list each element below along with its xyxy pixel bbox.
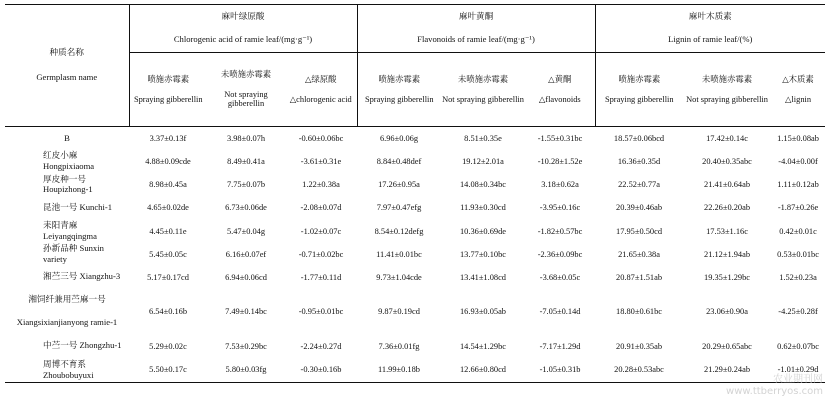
value-cell: 5.17±0.17cd: [147, 272, 189, 282]
value-cell: 5.80±0.03fg: [207, 359, 285, 383]
value-cell: 3.37±0.13f: [149, 133, 187, 143]
value-cell: 0.53±0.01bc: [777, 249, 819, 259]
value-cell: 19.12±2.01a: [462, 156, 504, 166]
germplasm-name-cell: B: [64, 132, 70, 143]
table-body: [5, 127, 825, 383]
germplasm-name-cell: 红皮小麻 Hongpixiaoma: [43, 151, 95, 172]
value-cell: -4.25±0.28f: [778, 307, 818, 317]
value-cell: 3.98±0.07h: [226, 133, 266, 143]
value-cell: -10.28±1.52e: [537, 156, 583, 166]
value-cell: 4.45±0.11e: [149, 226, 187, 236]
value-cell: -1.05±0.31b: [525, 359, 595, 383]
value-cell: -7.17±1.29d: [539, 342, 581, 352]
value-cell: 18.57±0.06bcd: [613, 133, 665, 143]
value-cell: 19.35±1.29bc: [704, 272, 751, 282]
value-cell: 0.42±0.01c: [779, 226, 817, 236]
table-header: [5, 5, 825, 127]
value-cell: -0.30±0.16b: [285, 359, 357, 383]
table-row: [5, 359, 825, 383]
value-cell: 1.22±0.38a: [302, 180, 340, 190]
value-cell: 16.93±0.05ab: [459, 307, 506, 317]
value-cell: 6.96±0.06g: [379, 133, 419, 143]
value-cell: 10.36±0.69de: [459, 226, 506, 236]
value-cell: -7.05±0.14d: [539, 307, 581, 317]
table-row: [5, 150, 825, 173]
germplasm-header: [5, 5, 129, 127]
value-cell: 13.41±1.08cd: [459, 272, 506, 282]
germplasm-name-cell: 厚皮种一号 Houpizhong-1: [43, 174, 93, 195]
value-cell: 6.54±0.16b: [148, 307, 188, 317]
value-cell: 20.29±0.65abc: [702, 342, 752, 352]
value-cell: 20.28±0.53abc: [595, 359, 683, 383]
subheader-cell: △木质素 △lignin: [771, 53, 825, 127]
germplasm-name-cell: 昆池一号 Kunchi-1: [43, 201, 113, 213]
results-table: [5, 4, 825, 383]
germplasm-name-cell: 周博不育系 Zhoubobuyuxi: [5, 359, 129, 383]
subheader-cell: 未喷施赤霉素 Not spraying gibberellin: [441, 53, 525, 127]
group-header-chlorogenic: 麻叶绿原酸 Chlorogenic acid of ramie leaf/(mg·g⁻¹): [129, 5, 357, 53]
value-cell: 17.53±1.16c: [706, 226, 748, 236]
value-cell: 5.45±0.05c: [149, 249, 187, 259]
watermark: 农业期刊网 www.ttberryos.com: [726, 374, 823, 397]
value-cell: 14.54±1.29bc: [459, 342, 506, 352]
value-cell: 5.29±0.02c: [149, 342, 187, 352]
subheader-cell: 未喷施赤霉素 Not spraying gibberellin: [207, 53, 285, 127]
table-row: [5, 127, 825, 151]
value-cell: 8.51±0.35e: [464, 133, 502, 143]
value-cell: -2.08±0.07d: [300, 203, 342, 213]
value-cell: 22.52±0.77a: [618, 180, 660, 190]
value-cell: 8.54±0.12defg: [374, 226, 424, 236]
value-cell: 1.52±0.23a: [779, 272, 817, 282]
value-cell: 17.42±0.14c: [706, 133, 748, 143]
value-cell: -1.87±0.26e: [777, 203, 819, 213]
value-cell: 6.16±0.07ef: [225, 249, 267, 259]
value-cell: 7.53±0.29bc: [225, 342, 267, 352]
value-cell: -1.82±0.57bc: [537, 226, 583, 236]
value-cell: 23.06±0.90a: [706, 307, 748, 317]
value-cell: 20.40±0.35abc: [702, 156, 752, 166]
table-row: [5, 266, 825, 289]
value-cell: 5.47±0.04g: [226, 226, 266, 236]
germplasm-name-cell: 湘苎三号 Xiangzhu-3: [43, 271, 121, 283]
table-row: [5, 220, 825, 243]
subheader-cell: 喷施赤霉素 Spraying gibberellin: [357, 53, 441, 127]
value-cell: -2.36±0.09bc: [537, 249, 583, 259]
value-cell: 14.08±0.34bc: [459, 180, 506, 190]
value-cell: 0.62±0.07bc: [777, 342, 819, 352]
value-cell: -1.01±0.29d: [771, 359, 825, 383]
value-cell: 20.91±0.35ab: [616, 342, 663, 352]
value-cell: 7.75±0.07b: [226, 180, 266, 190]
value-cell: 16.36±0.35d: [617, 156, 661, 166]
subheader-cell: 未喷施赤霉素 Not spraying gibberellin: [683, 53, 771, 127]
value-cell: 6.94±0.06cd: [225, 272, 267, 282]
value-cell: 12.66±0.80cd: [441, 359, 525, 383]
value-cell: 11.99±0.18b: [357, 359, 441, 383]
subheader-cell: 喷施赤霉素 Spraying gibberellin: [129, 53, 207, 127]
value-cell: 8.49±0.41a: [227, 156, 265, 166]
value-cell: 8.98±0.45a: [149, 180, 187, 190]
value-cell: -1.77±0.11d: [300, 272, 342, 282]
germplasm-name-cell: 耒阳青麻 Leiyangqingma: [43, 220, 97, 241]
subheader-cell: △绿原酸 △chlorogenic acid: [285, 53, 357, 127]
value-cell: 9.73±1.04cde: [376, 272, 422, 282]
value-cell: 17.95±0.50cd: [616, 226, 663, 236]
value-cell: 13.77±0.10bc: [459, 249, 506, 259]
value-cell: 17.26±0.95a: [378, 180, 420, 190]
value-cell: 8.84±0.48def: [376, 156, 422, 166]
value-cell: 18.80±0.61bc: [616, 307, 663, 317]
table-row: [5, 335, 825, 358]
value-cell: 9.87±0.19cd: [378, 307, 420, 317]
group-header-lignin: 麻叶木质素 Lignin of ramie leaf/(%): [595, 5, 825, 53]
table-row: [5, 173, 825, 196]
subheader-cell: △黄酮 △flavonoids: [525, 53, 595, 127]
table-row: [5, 197, 825, 220]
value-cell: -4.04±0.00f: [778, 156, 818, 166]
value-cell: 4.88±0.09cde: [145, 156, 191, 166]
value-cell: 11.41±0.01bc: [376, 249, 422, 259]
table-row: [5, 243, 825, 266]
value-cell: 7.49±0.14bc: [225, 307, 267, 317]
value-cell: 22.26±0.20ab: [704, 203, 751, 213]
value-cell: -0.60±0.06bc: [298, 133, 344, 143]
germplasm-name-cell: 中苎一号 Zhongzhu-1: [43, 340, 122, 352]
value-cell: 7.97±0.47efg: [376, 203, 422, 213]
germplasm-name-cell: 湘饲纤兼用苎麻一号 Xiangsixianjianyong ramie-1: [16, 295, 118, 328]
value-cell: 11.93±0.30cd: [460, 203, 506, 213]
value-cell: 7.36±0.01fg: [378, 342, 420, 352]
value-cell: -2.24±0.27d: [300, 342, 342, 352]
value-cell: -3.95±0.16c: [539, 203, 581, 213]
value-cell: 5.50±0.17c: [129, 359, 207, 383]
value-cell: 20.39±0.46ab: [616, 203, 663, 213]
value-cell: -3.61±0.31e: [300, 156, 342, 166]
value-cell: 4.65±0.02de: [147, 203, 189, 213]
subheader-cell: 喷施赤霉素 Spraying gibberellin: [595, 53, 683, 127]
value-cell: 20.87±1.51ab: [616, 272, 663, 282]
value-cell: 21.65±0.38a: [618, 249, 660, 259]
value-cell: 3.18±0.62a: [541, 180, 579, 190]
value-cell: 21.41±0.64ab: [704, 180, 751, 190]
value-cell: 1.15±0.08ab: [777, 133, 819, 143]
value-cell: 21.29±0.24ab: [683, 359, 771, 383]
group-header-flavonoids: 麻叶黄酮 Flavonoids of ramie leaf/(mg·g⁻¹): [357, 5, 595, 53]
value-cell: -1.02±0.07c: [300, 226, 342, 236]
value-cell: -3.68±0.05c: [539, 272, 581, 282]
value-cell: 6.73±0.06de: [225, 203, 267, 213]
germplasm-name-cell: 孙新品种 Sunxin variety: [43, 243, 104, 265]
value-cell: -1.55±0.31bc: [537, 133, 583, 143]
germplasm-header-en: Germplasm name: [36, 71, 98, 82]
value-cell: 21.12±1.94ab: [704, 249, 751, 259]
germplasm-header-zh: 种质名称: [49, 47, 84, 58]
value-cell: -0.71±0.02bc: [298, 249, 344, 259]
value-cell: 1.11±0.12ab: [777, 180, 819, 190]
value-cell: -0.95±0.01bc: [298, 307, 344, 317]
table-row: [5, 289, 825, 335]
